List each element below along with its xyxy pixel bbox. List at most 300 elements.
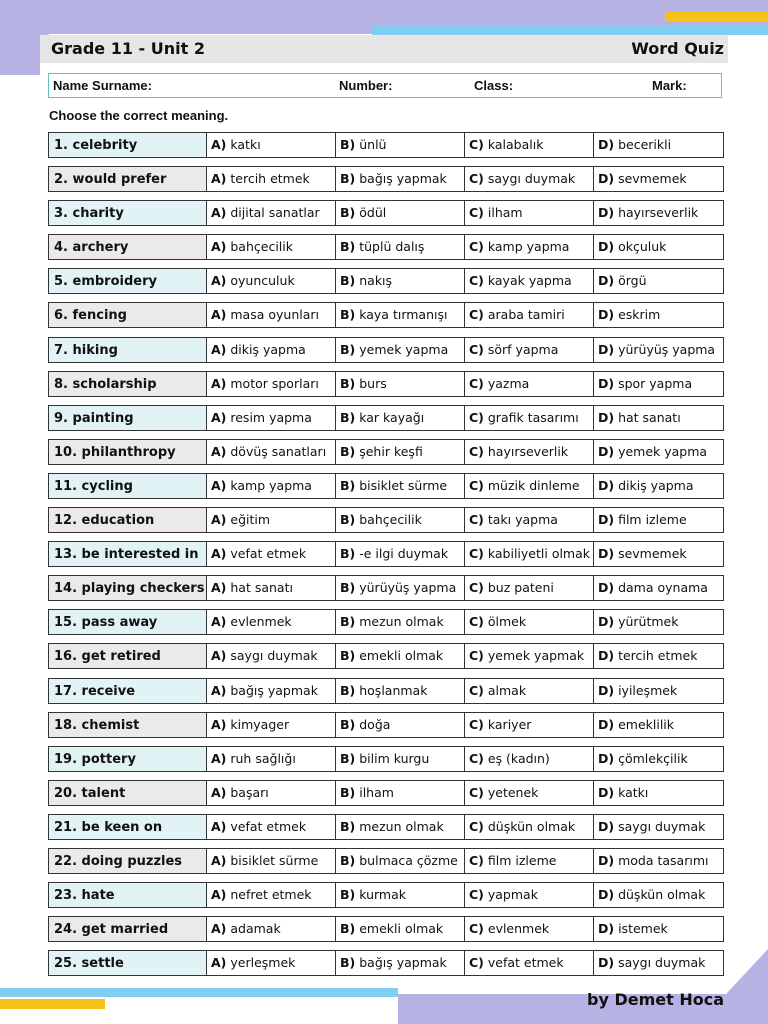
option-text: katkı xyxy=(230,137,261,152)
option-a[interactable] xyxy=(206,848,336,874)
option-text: bilim kurgu xyxy=(359,750,430,766)
option-d[interactable] xyxy=(593,541,724,567)
option-text: doğa xyxy=(359,716,391,732)
option-text: -e ilgi duymak xyxy=(359,546,449,562)
number-field-label: Number: xyxy=(339,78,393,93)
option-d[interactable] xyxy=(593,337,724,363)
option-text: bisiklet sürme xyxy=(359,477,448,493)
name-field-label: Name Surname: xyxy=(53,78,152,93)
option-c[interactable] xyxy=(464,916,594,942)
option-text: kar kayağı xyxy=(359,409,425,425)
question-row xyxy=(48,609,724,635)
option-a[interactable] xyxy=(206,200,336,226)
option-text: hayırseverlik xyxy=(618,205,699,221)
option-text: saygı duymak xyxy=(230,648,318,664)
question-row xyxy=(48,439,724,465)
option-b[interactable] xyxy=(335,643,465,669)
question-row xyxy=(48,371,724,397)
option-letter: A) xyxy=(211,546,227,562)
question-word: 20. talent xyxy=(48,780,207,806)
option-letter: B) xyxy=(340,375,356,391)
option-c[interactable] xyxy=(464,337,594,363)
option-text: eskrim xyxy=(618,307,661,323)
option-b[interactable] xyxy=(335,848,465,874)
option-b[interactable] xyxy=(335,132,465,158)
option-text: katkı xyxy=(618,784,649,800)
option-text: kariyer xyxy=(487,716,532,732)
option-letter: C) xyxy=(469,750,484,766)
option-text: kalabalık xyxy=(487,137,544,152)
option-text: tüplü dalış xyxy=(359,239,425,255)
option-letter: D) xyxy=(598,682,615,698)
option-text: bağış yapmak xyxy=(359,955,447,971)
option-c[interactable] xyxy=(464,575,594,601)
option-d[interactable] xyxy=(593,507,724,533)
option-text: tercih etmek xyxy=(230,171,310,187)
student-info-box xyxy=(48,73,722,98)
option-letter: B) xyxy=(340,614,356,630)
question-word: 18. chemist xyxy=(48,712,207,738)
option-d[interactable] xyxy=(593,371,724,397)
option-text: grafik tasarımı xyxy=(487,409,579,425)
option-letter: D) xyxy=(598,307,615,323)
question-word: 4. archery xyxy=(48,234,207,260)
option-letter: B) xyxy=(340,137,356,152)
option-text: adamak xyxy=(230,921,281,937)
question-word: 8. scholarship xyxy=(48,371,207,397)
option-b[interactable] xyxy=(335,234,465,260)
option-letter: C) xyxy=(469,921,484,937)
question-row xyxy=(48,541,724,567)
option-a[interactable] xyxy=(206,473,336,499)
option-text: moda tasarımı xyxy=(618,852,709,868)
question-row xyxy=(48,405,724,431)
option-d[interactable] xyxy=(593,712,724,738)
option-letter: A) xyxy=(211,477,227,493)
option-text: bulmaca çözme xyxy=(359,852,458,868)
option-a[interactable] xyxy=(206,302,336,328)
option-letter: A) xyxy=(211,818,227,834)
option-a[interactable] xyxy=(206,916,336,942)
option-letter: A) xyxy=(211,852,227,868)
question-row xyxy=(48,234,724,260)
option-d[interactable] xyxy=(593,643,724,669)
question-row xyxy=(48,950,724,976)
bottom-yellow-stripe xyxy=(0,999,105,1009)
option-text: yürütmek xyxy=(618,614,679,630)
option-letter: C) xyxy=(469,171,484,187)
option-c[interactable] xyxy=(464,541,594,567)
option-c[interactable] xyxy=(464,268,594,294)
option-text: ilham xyxy=(359,784,394,800)
option-a[interactable] xyxy=(206,405,336,431)
option-letter: C) xyxy=(469,477,484,493)
option-text: hat sanatı xyxy=(230,580,293,596)
option-letter: B) xyxy=(340,341,356,357)
option-text: vefat etmek xyxy=(487,955,564,971)
option-c[interactable] xyxy=(464,234,594,260)
option-letter: A) xyxy=(211,512,227,528)
option-text: araba tamiri xyxy=(487,307,565,323)
option-c[interactable] xyxy=(464,848,594,874)
option-letter: A) xyxy=(211,887,227,903)
option-text: nefret etmek xyxy=(230,887,312,903)
question-word: 6. fencing xyxy=(48,302,207,328)
option-text: sevmemek xyxy=(618,546,687,562)
option-a[interactable] xyxy=(206,541,336,567)
option-c[interactable] xyxy=(464,609,594,635)
question-word: 23. hate xyxy=(48,882,207,908)
question-word: 14. playing checkers xyxy=(48,575,207,601)
option-text: buz pateni xyxy=(487,580,554,596)
option-letter: D) xyxy=(598,614,615,630)
option-letter: B) xyxy=(340,750,356,766)
question-row xyxy=(48,337,724,363)
option-text: evlenmek xyxy=(230,614,292,630)
option-text: saygı duymak xyxy=(618,955,706,971)
option-letter: B) xyxy=(340,546,356,562)
option-c[interactable] xyxy=(464,473,594,499)
option-b[interactable] xyxy=(335,507,465,533)
question-word: 1. celebrity xyxy=(48,132,207,158)
option-text: düşkün olmak xyxy=(618,887,706,903)
option-letter: C) xyxy=(469,716,484,732)
option-letter: A) xyxy=(211,307,227,323)
question-row xyxy=(48,200,724,226)
option-d[interactable] xyxy=(593,916,724,942)
question-row xyxy=(48,678,724,704)
option-letter: C) xyxy=(469,648,484,664)
option-d[interactable] xyxy=(593,746,724,772)
option-text: yürüyüş yapma xyxy=(359,580,457,596)
option-d[interactable] xyxy=(593,302,724,328)
option-letter: C) xyxy=(469,546,484,562)
option-b[interactable] xyxy=(335,200,465,226)
option-letter: A) xyxy=(211,137,227,152)
option-letter: D) xyxy=(598,648,615,664)
option-text: yerleşmek xyxy=(230,955,296,971)
option-c[interactable] xyxy=(464,814,594,840)
option-text: yemek yapma xyxy=(359,341,449,357)
option-b[interactable] xyxy=(335,405,465,431)
option-c[interactable] xyxy=(464,507,594,533)
option-c[interactable] xyxy=(464,439,594,465)
option-letter: D) xyxy=(598,443,615,459)
option-text: emekli olmak xyxy=(359,648,444,664)
option-d[interactable] xyxy=(593,166,724,192)
option-a[interactable] xyxy=(206,950,336,976)
option-d[interactable] xyxy=(593,780,724,806)
option-letter: B) xyxy=(340,409,356,425)
option-d[interactable] xyxy=(593,814,724,840)
option-letter: B) xyxy=(340,716,356,732)
option-letter: C) xyxy=(469,307,484,323)
option-a[interactable] xyxy=(206,712,336,738)
option-a[interactable] xyxy=(206,575,336,601)
option-letter: A) xyxy=(211,682,227,698)
option-text: evlenmek xyxy=(487,921,550,937)
option-text: kimyager xyxy=(230,716,290,732)
option-letter: A) xyxy=(211,784,227,800)
option-letter: A) xyxy=(211,955,227,971)
option-text: düşkün olmak xyxy=(487,818,576,834)
option-letter: C) xyxy=(469,818,484,834)
option-c[interactable] xyxy=(464,132,594,158)
option-text: hat sanatı xyxy=(618,409,681,425)
option-b[interactable] xyxy=(335,337,465,363)
option-d[interactable] xyxy=(593,473,724,499)
bottom-blue-stripe xyxy=(0,988,398,997)
option-text: başarı xyxy=(230,784,269,800)
option-letter: D) xyxy=(598,852,615,868)
option-d[interactable] xyxy=(593,882,724,908)
option-a[interactable] xyxy=(206,268,336,294)
bottom-right-decor xyxy=(698,949,768,1024)
option-c[interactable] xyxy=(464,200,594,226)
option-a[interactable] xyxy=(206,814,336,840)
option-letter: D) xyxy=(598,750,615,766)
option-letter: B) xyxy=(340,648,356,664)
option-a[interactable] xyxy=(206,439,336,465)
option-text: almak xyxy=(487,682,527,698)
option-letter: D) xyxy=(598,716,615,732)
question-word: 5. embroidery xyxy=(48,268,207,294)
option-text: dikiş yapma xyxy=(230,341,306,357)
option-d[interactable] xyxy=(593,439,724,465)
option-b[interactable] xyxy=(335,950,465,976)
quiz-label: Word Quiz xyxy=(631,39,724,58)
option-text: dikiş yapma xyxy=(618,477,694,493)
option-letter: B) xyxy=(340,887,356,903)
option-letter: B) xyxy=(340,477,356,493)
option-text: müzik dinleme xyxy=(487,477,580,493)
option-d[interactable] xyxy=(593,678,724,704)
option-letter: D) xyxy=(598,375,615,391)
question-row xyxy=(48,507,724,533)
option-d[interactable] xyxy=(593,575,724,601)
question-word: 10. philanthropy xyxy=(48,439,207,465)
question-word: 25. settle xyxy=(48,950,207,976)
option-letter: C) xyxy=(469,409,484,425)
option-letter: B) xyxy=(340,580,356,596)
option-d[interactable] xyxy=(593,405,724,431)
option-letter: D) xyxy=(598,818,615,834)
option-text: saygı duymak xyxy=(487,171,576,187)
option-text: dövüş sanatları xyxy=(230,443,327,459)
option-text: bağış yapmak xyxy=(359,171,447,187)
option-a[interactable] xyxy=(206,678,336,704)
page-title: Grade 11 - Unit 2 xyxy=(51,39,205,58)
question-word: 17. receive xyxy=(48,678,207,704)
option-letter: C) xyxy=(469,443,484,459)
option-text: bisiklet sürme xyxy=(230,852,319,868)
option-d[interactable] xyxy=(593,132,724,158)
option-letter: C) xyxy=(469,341,484,357)
question-row xyxy=(48,780,724,806)
option-text: bağış yapmak xyxy=(230,682,318,698)
question-word: 16. get retired xyxy=(48,643,207,669)
option-a[interactable] xyxy=(206,132,336,158)
option-letter: D) xyxy=(598,477,615,493)
option-c[interactable] xyxy=(464,950,594,976)
option-b[interactable] xyxy=(335,302,465,328)
option-text: burs xyxy=(359,375,387,391)
option-a[interactable] xyxy=(206,780,336,806)
option-c[interactable] xyxy=(464,643,594,669)
option-text: takı yapma xyxy=(487,512,558,528)
option-letter: A) xyxy=(211,443,227,459)
option-b[interactable] xyxy=(335,439,465,465)
option-a[interactable] xyxy=(206,166,336,192)
option-text: hoşlanmak xyxy=(359,682,428,698)
option-b[interactable] xyxy=(335,678,465,704)
option-d[interactable] xyxy=(593,268,724,294)
option-b[interactable] xyxy=(335,712,465,738)
option-text: şehir keşfi xyxy=(359,443,423,459)
option-b[interactable] xyxy=(335,166,465,192)
option-letter: A) xyxy=(211,409,227,425)
question-row xyxy=(48,848,724,874)
option-b[interactable] xyxy=(335,814,465,840)
question-word: 15. pass away xyxy=(48,609,207,635)
question-row xyxy=(48,132,724,158)
option-c[interactable] xyxy=(464,166,594,192)
option-d[interactable] xyxy=(593,848,724,874)
option-a[interactable] xyxy=(206,371,336,397)
option-letter: B) xyxy=(340,307,356,323)
option-text: dijital sanatlar xyxy=(230,205,320,221)
option-text: yemek yapmak xyxy=(487,648,585,664)
question-word: 22. doing puzzles xyxy=(48,848,207,874)
option-text: resim yapma xyxy=(230,409,312,425)
option-text: ünlü xyxy=(359,137,387,152)
option-a[interactable] xyxy=(206,234,336,260)
option-c[interactable] xyxy=(464,371,594,397)
option-text: spor yapma xyxy=(618,375,693,391)
option-letter: B) xyxy=(340,171,356,187)
option-letter: B) xyxy=(340,239,356,255)
option-text: sörf yapma xyxy=(487,341,559,357)
question-row xyxy=(48,882,724,908)
option-text: kurmak xyxy=(359,887,407,903)
top-blue-stripe xyxy=(372,26,768,35)
option-c[interactable] xyxy=(464,712,594,738)
option-letter: C) xyxy=(469,205,484,221)
option-b[interactable] xyxy=(335,473,465,499)
option-letter: C) xyxy=(469,580,484,596)
option-b[interactable] xyxy=(335,609,465,635)
question-word: 7. hiking xyxy=(48,337,207,363)
class-field-label: Class: xyxy=(474,78,514,93)
option-a[interactable] xyxy=(206,746,336,772)
option-letter: C) xyxy=(469,784,484,800)
option-a[interactable] xyxy=(206,337,336,363)
option-b[interactable] xyxy=(335,575,465,601)
mark-field-label: Mark: xyxy=(652,78,687,93)
option-letter: B) xyxy=(340,205,356,221)
option-text: ölmek xyxy=(487,614,527,630)
option-b[interactable] xyxy=(335,746,465,772)
option-letter: C) xyxy=(469,239,484,255)
option-text: ödül xyxy=(359,205,387,221)
option-text: kamp yapma xyxy=(487,239,570,255)
option-text: yemek yapma xyxy=(618,443,708,459)
option-letter: D) xyxy=(598,512,615,528)
option-text: ruh sağlığı xyxy=(230,750,296,766)
option-text: çömlekçilik xyxy=(618,750,688,766)
option-c[interactable] xyxy=(464,678,594,704)
option-text: hayırseverlik xyxy=(487,443,569,459)
option-text: motor sporları xyxy=(230,375,319,391)
option-letter: D) xyxy=(598,409,615,425)
option-b[interactable] xyxy=(335,916,465,942)
question-row xyxy=(48,302,724,328)
option-c[interactable] xyxy=(464,746,594,772)
question-row xyxy=(48,166,724,192)
option-letter: C) xyxy=(469,682,484,698)
option-letter: B) xyxy=(340,852,356,868)
option-text: masa oyunları xyxy=(230,307,319,323)
option-text: becerikli xyxy=(618,137,672,152)
option-letter: D) xyxy=(598,921,615,937)
option-text: mezun olmak xyxy=(359,818,444,834)
author-credit: by Demet Hoca xyxy=(587,990,724,1009)
option-a[interactable] xyxy=(206,507,336,533)
quiz-table xyxy=(48,132,724,984)
question-row xyxy=(48,575,724,601)
option-text: yazma xyxy=(487,375,530,391)
question-word: 12. education xyxy=(48,507,207,533)
option-text: vefat etmek xyxy=(230,546,307,562)
option-b[interactable] xyxy=(335,541,465,567)
option-d[interactable] xyxy=(593,609,724,635)
option-b[interactable] xyxy=(335,268,465,294)
option-text: sevmemek xyxy=(618,171,687,187)
option-text: oyunculuk xyxy=(230,273,295,289)
option-letter: C) xyxy=(469,614,484,630)
option-letter: A) xyxy=(211,341,227,357)
option-letter: D) xyxy=(598,171,615,187)
option-text: okçuluk xyxy=(618,239,667,255)
option-b[interactable] xyxy=(335,780,465,806)
option-a[interactable] xyxy=(206,609,336,635)
option-text: emeklilik xyxy=(618,716,675,732)
option-d[interactable] xyxy=(593,234,724,260)
option-text: kayak yapma xyxy=(487,273,572,289)
option-a[interactable] xyxy=(206,643,336,669)
option-text: mezun olmak xyxy=(359,614,444,630)
option-c[interactable] xyxy=(464,882,594,908)
option-letter: D) xyxy=(598,955,615,971)
option-letter: B) xyxy=(340,784,356,800)
option-letter: D) xyxy=(598,273,615,289)
question-word: 2. would prefer xyxy=(48,166,207,192)
option-b[interactable] xyxy=(335,371,465,397)
option-letter: A) xyxy=(211,750,227,766)
option-d[interactable] xyxy=(593,200,724,226)
option-letter: D) xyxy=(598,205,615,221)
option-c[interactable] xyxy=(464,302,594,328)
option-letter: A) xyxy=(211,921,227,937)
instruction-text: Choose the correct meaning. xyxy=(49,108,229,123)
option-a[interactable] xyxy=(206,882,336,908)
option-text: kaya tırmanışı xyxy=(359,307,448,323)
question-row xyxy=(48,268,724,294)
option-b[interactable] xyxy=(335,882,465,908)
option-c[interactable] xyxy=(464,405,594,431)
option-letter: B) xyxy=(340,512,356,528)
option-c[interactable] xyxy=(464,780,594,806)
